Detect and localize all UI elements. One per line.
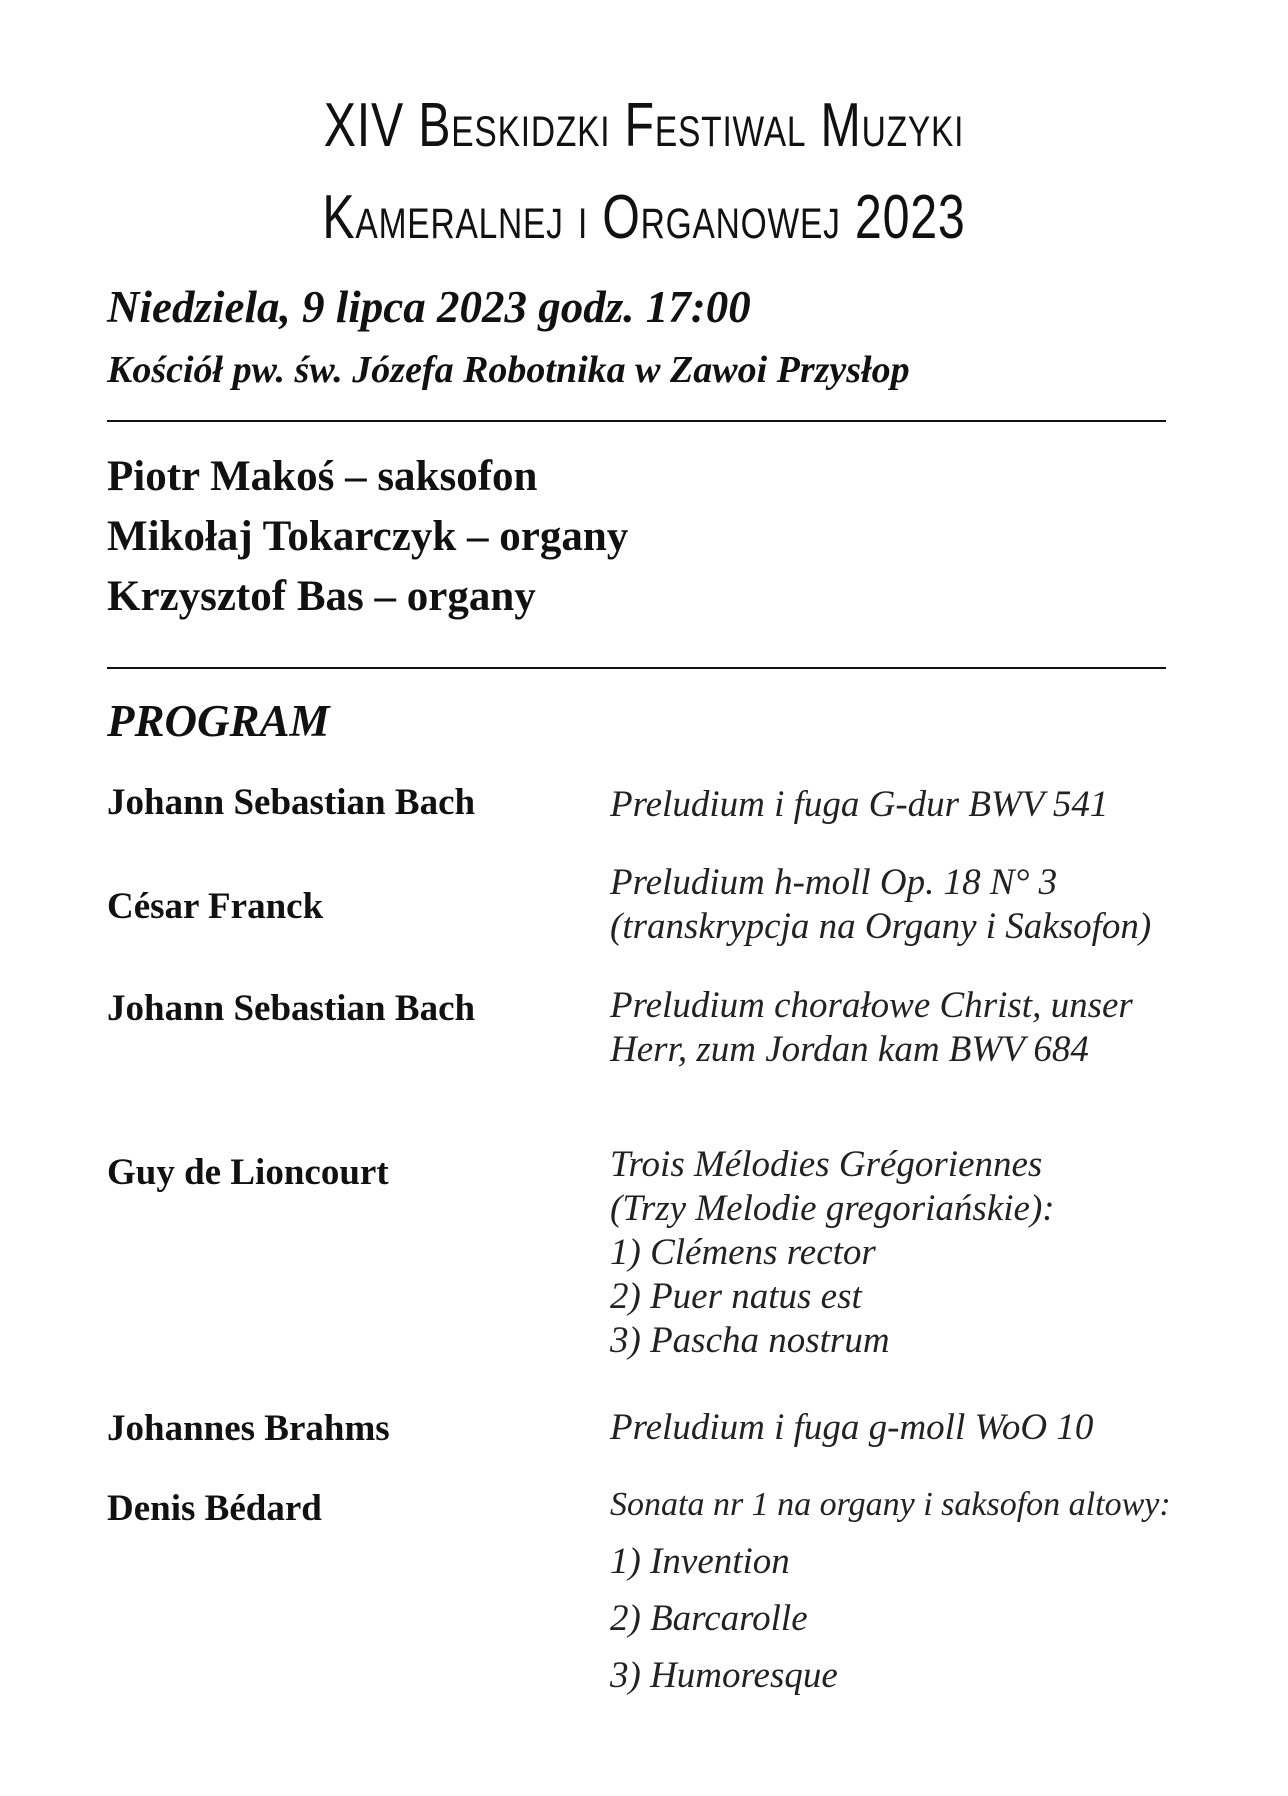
program-composer: Johann Sebastian Bach bbox=[107, 988, 476, 1029]
divider-bottom bbox=[107, 667, 1166, 669]
festival-title-line-1: XIV Beskidzki Festiwal Muzyki bbox=[323, 91, 965, 160]
work-line: Trois Mélodies Grégoriennes bbox=[610, 1144, 1043, 1185]
program-work bbox=[610, 1476, 1171, 1704]
work-line: Sonata nr 1 na organy i saksofon altowy: bbox=[610, 1486, 1171, 1523]
work-line: 1) Clémens rector bbox=[610, 1232, 876, 1273]
program-work bbox=[610, 1143, 1055, 1363]
work-line: Preludium chorałowe Christ, unser bbox=[610, 985, 1133, 1026]
work-line: (Trzy Melodie gregoriańskie): bbox=[610, 1188, 1055, 1229]
program-work bbox=[610, 783, 1108, 827]
work-line: (transkrypcja na Organy i Saksofon) bbox=[610, 906, 1152, 947]
work-line: 1) Invention bbox=[610, 1541, 790, 1582]
concert-venue: Kościół pw. św. Józefa Robotnika w Zawoi Przysłop bbox=[107, 349, 910, 391]
festival-title-line-2: Kameralnej i Organowej 2023 bbox=[322, 183, 966, 252]
program-work bbox=[610, 1406, 1093, 1450]
divider-top bbox=[107, 420, 1166, 422]
performer-organ-1: Mikołaj Tokarczyk – organy bbox=[107, 513, 629, 560]
work-line: Herr, zum Jordan kam BWV 684 bbox=[610, 1029, 1089, 1070]
performer-organ-2: Krzysztof Bas – organy bbox=[107, 573, 536, 620]
work-line: Preludium i fuga g-moll WoO 10 bbox=[610, 1407, 1094, 1448]
work-line: 3) Humoresque bbox=[610, 1655, 838, 1696]
concert-date: Niedziela, 9 lipca 2023 godz. 17:00 bbox=[107, 282, 751, 332]
program-composer: Johann Sebastian Bach bbox=[107, 782, 476, 823]
work-line: Preludium h-moll Op. 18 N° 3 bbox=[610, 862, 1058, 903]
program-work bbox=[610, 861, 1151, 949]
work-line: Preludium i fuga G-dur BWV 541 bbox=[610, 784, 1109, 825]
program-composer: Guy de Lioncourt bbox=[107, 1152, 389, 1193]
work-line: 3) Pascha nostrum bbox=[610, 1320, 890, 1361]
work-line: 2) Puer natus est bbox=[610, 1276, 862, 1317]
work-line: 2) Barcarolle bbox=[610, 1598, 808, 1639]
program-work bbox=[610, 984, 1133, 1072]
program-composer: Denis Bédard bbox=[107, 1488, 322, 1529]
program-composer: Johannes Brahms bbox=[107, 1408, 390, 1449]
performer-saxophone: Piotr Makoś – saksofon bbox=[107, 453, 538, 500]
program-heading: PROGRAM bbox=[107, 696, 330, 746]
program-composer: César Franck bbox=[107, 886, 324, 927]
